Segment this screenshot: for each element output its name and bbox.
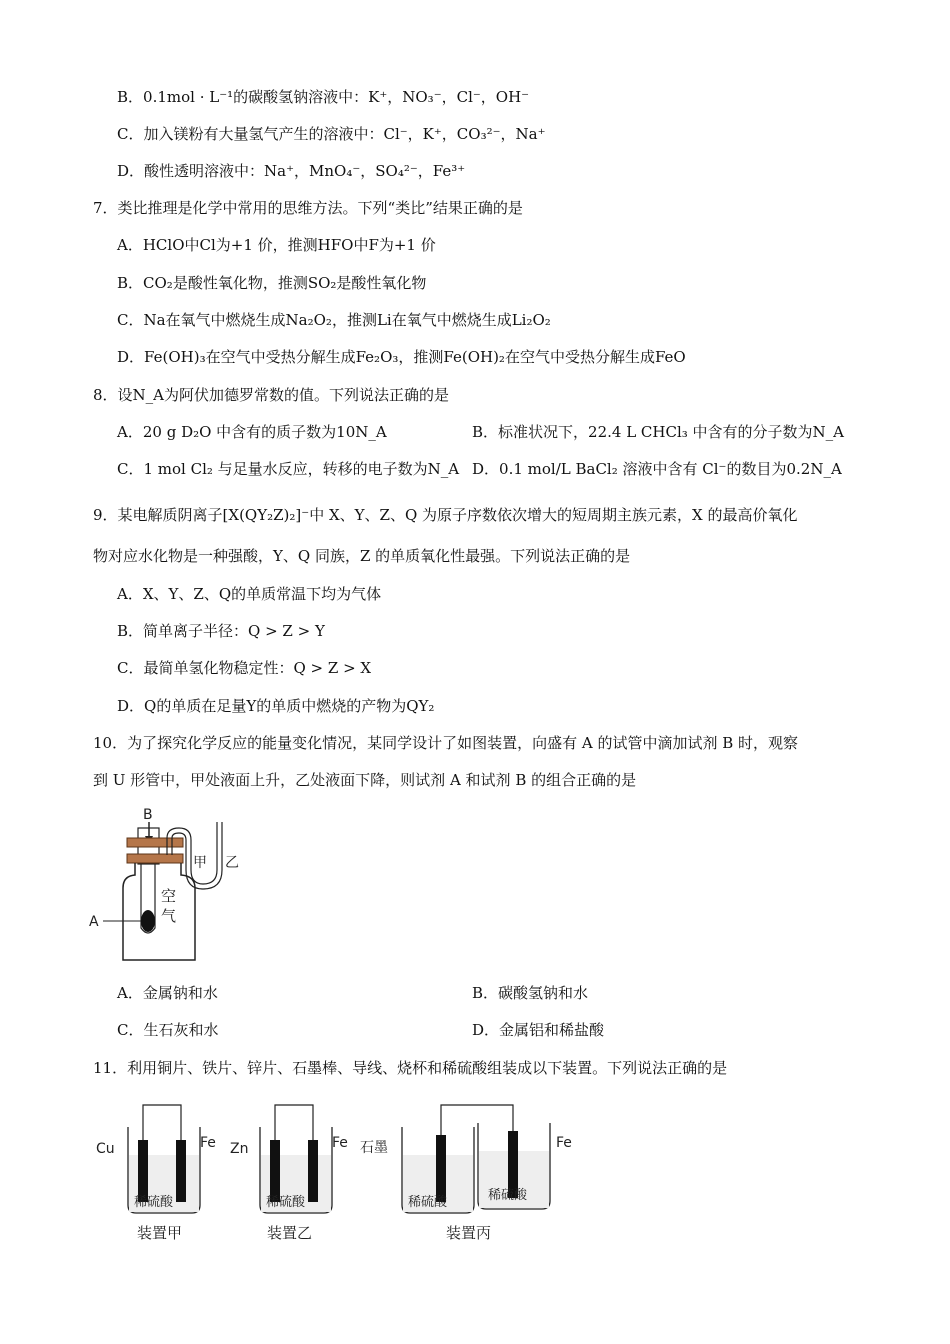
q7-stem: 7．类比推理是化学中常用的思维方法。下列“类比”结果正确的是: [93, 199, 523, 217]
q10-option-a: [117, 983, 218, 1003]
option-label: A．: [117, 585, 143, 603]
option-label: D．: [117, 697, 145, 715]
q8-stem: 8．设N_A为阿伏加德罗常数的值。下列说法正确的是: [93, 386, 450, 404]
q9-option-c: [117, 658, 371, 678]
q9-stem-line2: 物对应水化物是一种强酸，Y、Q 同族，Z 的单质氧化性最强。下列说法正确的是: [93, 547, 631, 565]
electrode-left: [436, 1135, 446, 1202]
flask-body: [123, 863, 195, 960]
device-caption: 装置甲: [137, 1224, 183, 1242]
option-text: 标准状况下，22.4 L CHCl₃ 中含有的分子数为N_A: [498, 423, 844, 441]
option-label: B．: [472, 984, 499, 1002]
q6-option-b: [117, 87, 529, 107]
option-text: 0.1mol · L⁻¹的碳酸氢钠溶液中：K⁺，NO₃⁻，Cl⁻，OH⁻: [143, 88, 530, 106]
electrode-label-left: 石墨: [360, 1140, 388, 1156]
option-text: 加入镁粉有大量氢气产生的溶液中：Cl⁻，K⁺，CO₃²⁻，Na⁺: [143, 125, 546, 143]
q8-option-c: [117, 459, 459, 479]
option-label: D．: [472, 1021, 500, 1039]
q8-option-d: [472, 459, 842, 479]
liquid-label: 稀硫酸: [266, 1195, 306, 1210]
option-label: D．: [472, 460, 500, 478]
electrode-right: [308, 1140, 318, 1202]
option-label: B．: [117, 622, 144, 640]
option-text: 0.1 mol/L BaCl₂ 溶液中含有 Cl⁻的数目为0.2N_A: [499, 460, 842, 478]
q6-option-c: [117, 124, 546, 144]
figure-label-a: A: [89, 914, 99, 930]
option-text: HClO中Cl为+1 价，推测HFO中F为+1 价: [142, 236, 436, 254]
option-text: 碳酸氢钠和水: [498, 984, 589, 1002]
option-text: Fe(OH)₃在空气中受热分解生成Fe₂O₃，推测Fe(OH)₂在空气中受热分解生成FeO: [144, 348, 686, 366]
option-text: 生石灰和水: [143, 1021, 219, 1039]
option-text: 金属钠和水: [142, 984, 218, 1002]
option-text: 酸性透明溶液中：Na⁺，MnO₄⁻，SO₄²⁻，Fe³⁺: [144, 162, 466, 180]
option-label: D．: [117, 162, 145, 180]
device-bing: [360, 1105, 572, 1242]
option-label: A．: [117, 423, 143, 441]
option-text: 最简单氢化物稳定性：Q > Z > X: [143, 659, 372, 677]
option-label: B．: [472, 423, 499, 441]
electrode-label-right: Fe: [556, 1135, 572, 1151]
reagent-a: [141, 910, 155, 932]
option-text: CO₂是酸性氧化物，推测SO₂是酸性氧化物: [143, 274, 427, 292]
q6-option-d: [117, 161, 465, 181]
figure-label-jia: 甲: [193, 855, 207, 871]
option-text: X、Y、Z、Q的单质常温下均为气体: [142, 585, 382, 603]
q8-option-a: [117, 422, 387, 442]
electrode-right: [176, 1140, 186, 1202]
option-label: A．: [117, 236, 143, 254]
wire: [275, 1105, 313, 1140]
figure-label-b: B: [143, 807, 153, 823]
option-label: C．: [117, 659, 144, 677]
electrode-label-left: Zn: [230, 1141, 249, 1157]
q8-option-b: [472, 422, 844, 442]
wire: [143, 1105, 181, 1140]
device-yi: [230, 1105, 348, 1242]
q9-stem-line1: 9．某电解质阴离子[X(QY₂Z)₂]⁻中 X、Y、Z、Q 为原子序数依次增大的短周期主族元素，X 的最高价氧化: [93, 506, 798, 524]
q10-apparatus-figure: [85, 800, 255, 970]
option-label: D．: [117, 348, 145, 366]
device-jia: [96, 1105, 216, 1242]
option-label: C．: [117, 125, 144, 143]
figure-label-kong: 空: [161, 887, 177, 905]
q10-stem-line2: 到 U 形管中，甲处液面上升，乙处液面下降，则试剂 A 和试剂 B 的组合正确的是: [93, 771, 637, 789]
option-text: 1 mol Cl₂ 与足量水反应，转移的电子数为N_A: [143, 460, 460, 478]
liquid-label: 稀硫酸: [134, 1195, 174, 1210]
option-text: 金属铝和稀盐酸: [499, 1021, 605, 1039]
q10-option-c: [117, 1020, 219, 1040]
electrode-left: [138, 1140, 148, 1202]
wire: [441, 1105, 513, 1135]
device-caption: 装置丙: [446, 1224, 492, 1242]
q7-option-c: [117, 310, 551, 330]
option-text: Q的单质在足量Y的单质中燃烧的产物为QY₂: [144, 697, 435, 715]
electrode-left: [270, 1140, 280, 1202]
option-text: 简单离子半径：Q > Z > Y: [143, 622, 325, 640]
q11-devices-figure: [90, 1095, 590, 1255]
electrode-label-left: Cu: [96, 1141, 115, 1157]
stopper-bottom: [127, 854, 183, 863]
electrode-label-right: Fe: [200, 1135, 216, 1151]
stopper-top: [127, 838, 183, 847]
option-label: C．: [117, 460, 144, 478]
q7-option-a: [117, 235, 436, 255]
option-label: B．: [117, 88, 144, 106]
q11-stem: 11．利用铜片、铁片、锌片、石墨棒、导线、烧杯和稀硫酸组装成以下装置。下列说法正确的是: [93, 1059, 728, 1077]
q10-option-b: [472, 983, 588, 1003]
electrode-label-right: Fe: [332, 1135, 348, 1151]
option-text: Na在氧气中燃烧生成Na₂O₂，推测Li在氧气中燃烧生成Li₂O₂: [143, 311, 551, 329]
q9-option-d: [117, 696, 434, 716]
option-label: C．: [117, 1021, 144, 1039]
option-label: B．: [117, 274, 144, 292]
q10-stem-line1: 10．为了探究化学反应的能量变化情况，某同学设计了如图装置，向盛有 A 的试管中滴加试剂 B 时，观察: [93, 734, 799, 752]
q9-option-a: [117, 584, 381, 604]
u-tube-outer: [167, 822, 217, 884]
q10-option-d: [472, 1020, 604, 1040]
option-text: 20 g D₂O 中含有的质子数为10N_A: [142, 423, 387, 441]
figure-label-yi: 乙: [225, 855, 239, 871]
option-label: A．: [117, 984, 143, 1002]
figure-label-qi: 气: [161, 907, 177, 925]
q7-option-d: [117, 347, 686, 367]
option-label: C．: [117, 311, 144, 329]
liquid-label-left: 稀硫酸: [408, 1195, 448, 1210]
device-caption: 装置乙: [267, 1224, 313, 1242]
q7-option-b: [117, 273, 426, 293]
q9-option-b: [117, 621, 325, 641]
liquid-label-right: 稀硫酸: [488, 1188, 528, 1203]
